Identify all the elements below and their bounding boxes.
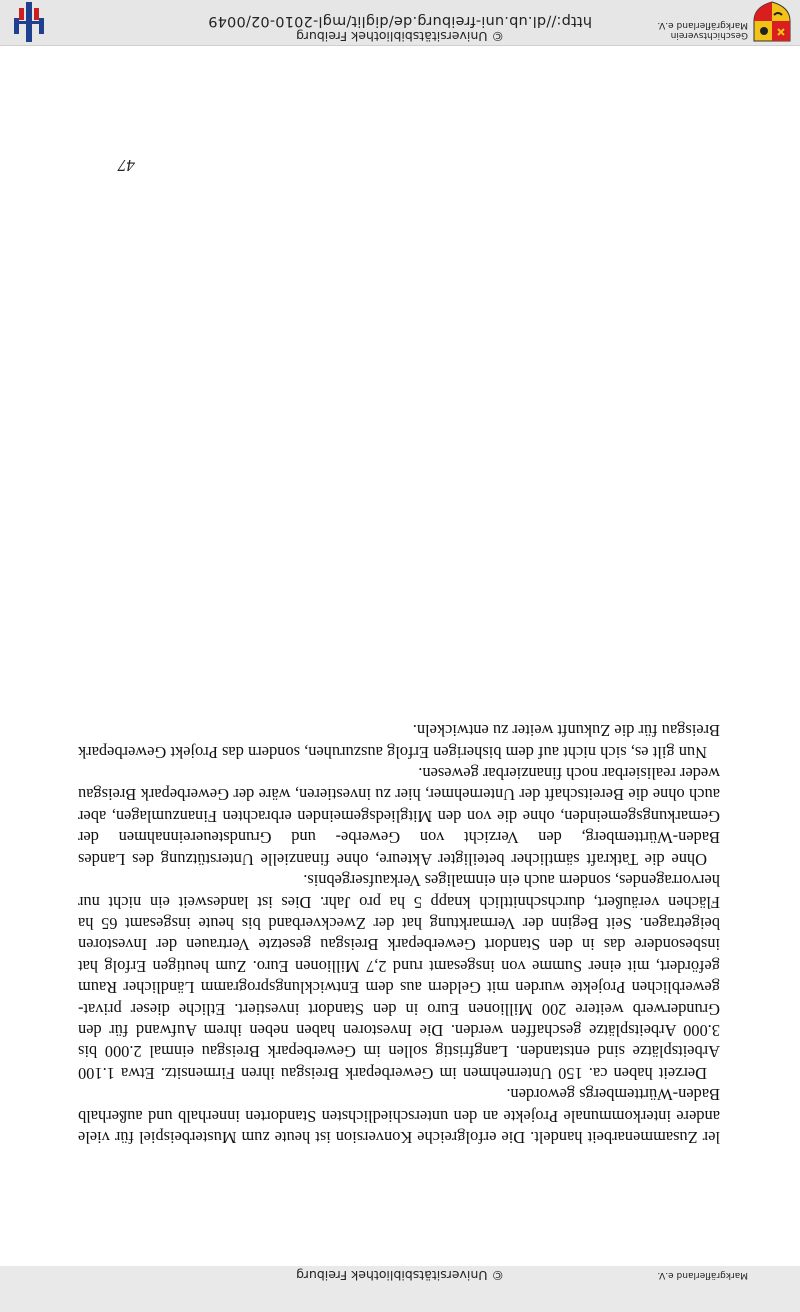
document-body xyxy=(78,720,720,1148)
footer-bar-cut xyxy=(0,1266,800,1312)
cut-copyright: © Universitätsbibliothek Freiburg xyxy=(296,1268,504,1283)
footer-bar xyxy=(0,0,800,46)
cut-association-name: Markgräflerland e.V. xyxy=(657,1270,748,1280)
paragraph: ler Zusammenarbeit handelt. Die erfolgreiche Konversion ist heute zum Musterbeispiel für viele andere interkommunale Projekte an den unterschiedlichsten Standorten innerhalb und außerhalb Baden-Württembergs geworden. xyxy=(78,1085,720,1147)
university-library-logo xyxy=(8,0,48,44)
paragraph: Derzeit haben ca. 150 Unternehmen im Gewerbepark Breisgau ihren Firmensitz. Etwa 1.100 Arbeitsplätze sind entstanden. Langfristig sollen im Gewerbepark Breisgau einmal 2.000 bis 3.000 Arbeitsplätze geschaffen werden. Die Investoren haben neben ihrem Aufwand für den Grunderwerb weitere 200 Millionen Euro in den Standort investiert. Etliche dieser privat-gewerblichen Projekte wurden mit Geldern aus dem Entwicklungsprogramm Ländlicher Raum gefördert, mit einer Summe von insgesamt rund 2,7 Millionen Euro. Zum heutigen Erfolg hat insbesondere das in den Standort Gewerbepark Breisgau gesetzte Vertrauen der Investoren beigetragen. Seit Beginn der Vermarktung hat der Zweckverband bis heute insgesamt 65 ha Flächen veräußert, durchschnittlich knapp 5 ha pro Jahr. Dies ist landesweit ein nicht nur hervorragendes, sondern auch ein einmaliges Verkaufsergebnis. xyxy=(78,871,720,1083)
paragraph: Ohne die Tatkraft sämtlicher beteiligter Akteure, ohne finanzielle Unterstützung des Landes Baden-Württemberg, den Verzicht von Gewerbe- und Grundsteuereinnahmen der Gemarkungsgemeinden, ohne die von den Mitgliedsgemeinden erbrachten Finanzumlagen, aber auch ohne die Bereitschaft der Unternehmer, hier zu investieren, wäre der Gewerbepark Breisgau weder realisierbar noch finanzierbar gewesen. xyxy=(78,764,720,869)
paragraph: Nun gilt es, sich nicht auf dem bisherigen Erfolg auszuruhen, sondern das Projekt Gewerbepark Breisgau für die Zukunft weiter zu entwickeln. xyxy=(78,721,720,762)
permalink-url[interactable]: http://dl.ub.uni-freiburg.de/diglit/mgl-2010-02/0049 xyxy=(208,13,592,29)
association-name-line2: Markgräflerland e.V. xyxy=(657,20,748,30)
association-name-line1: Geschichtsverein xyxy=(670,30,748,40)
page-number: 47 xyxy=(118,156,135,175)
copyright-notice: © Universitätsbibliothek Freiburg xyxy=(296,29,504,44)
